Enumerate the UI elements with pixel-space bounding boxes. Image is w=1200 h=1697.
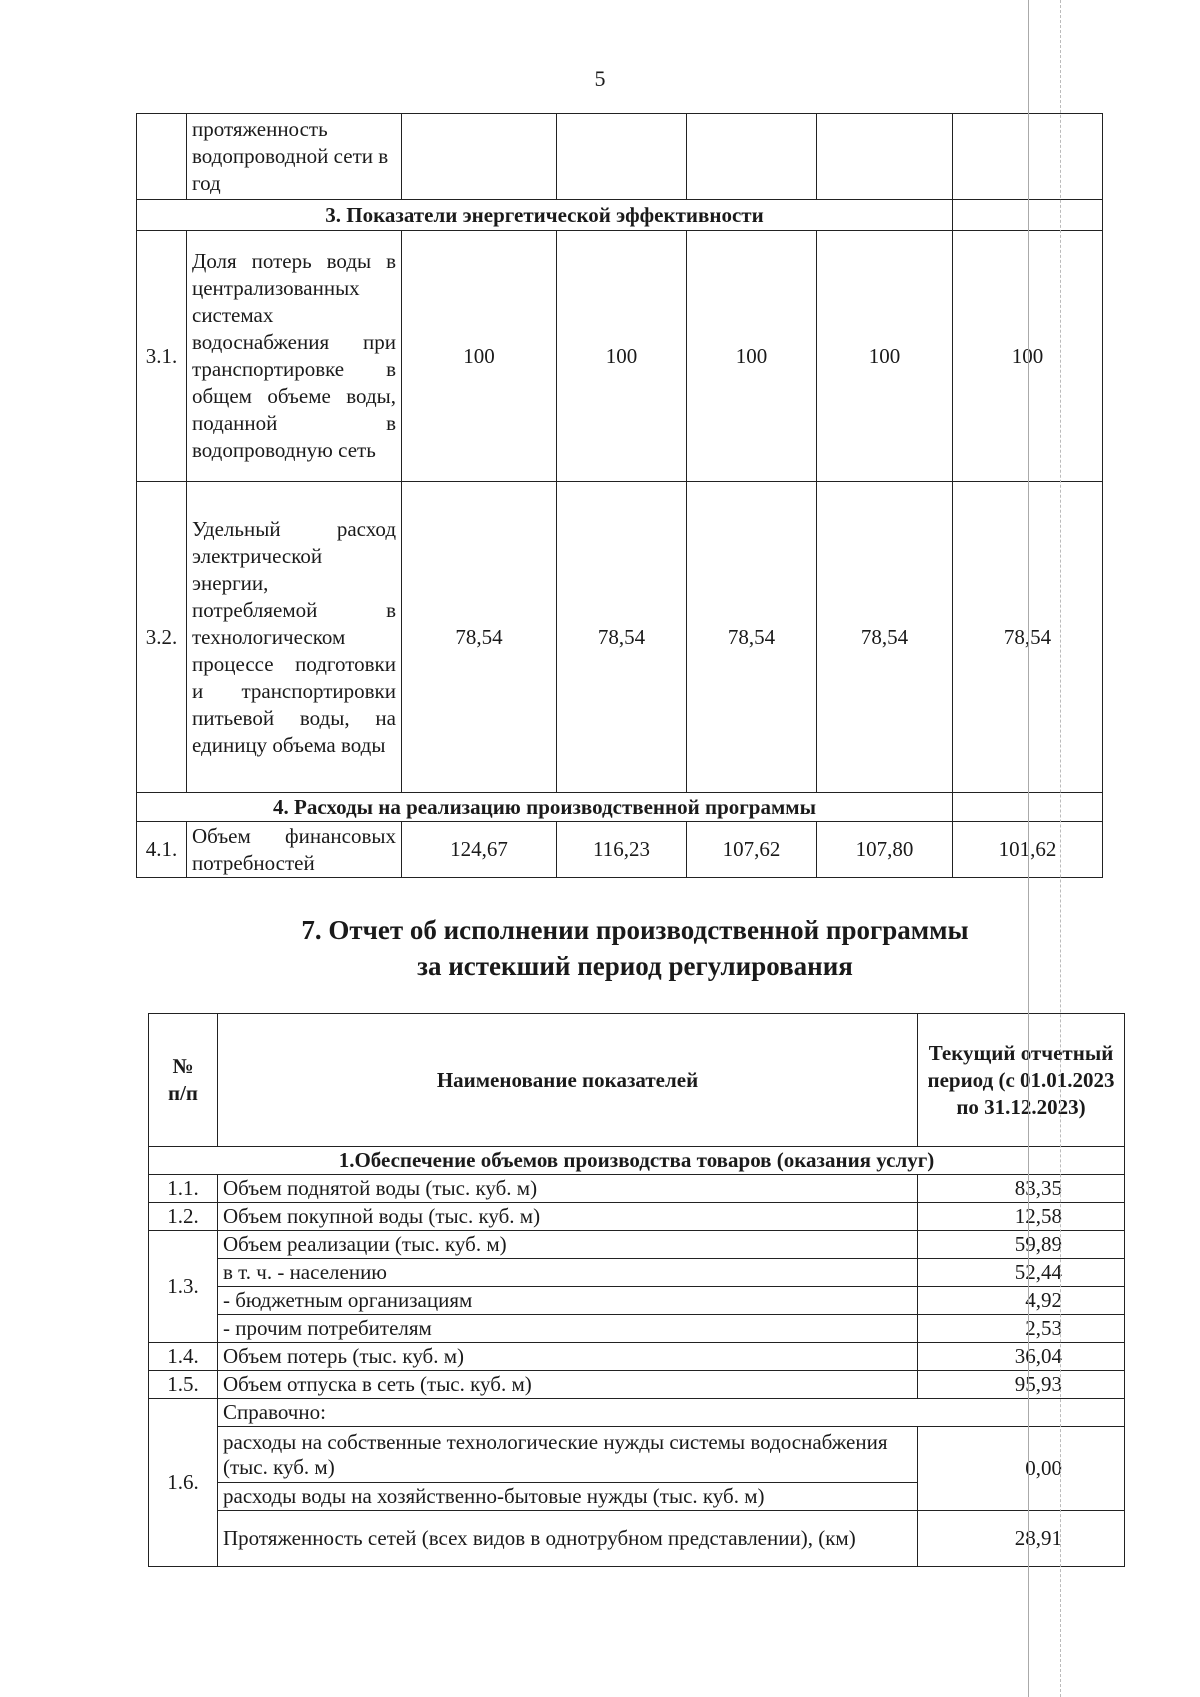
- report-title-line-2: за истекший период регулирования: [417, 951, 853, 981]
- row-name: Протяженность сетей (всех видов в однотрубном представлении), (км): [218, 1511, 918, 1567]
- page-number: 5: [594, 66, 606, 91]
- table-row: [149, 1259, 1125, 1287]
- row-name: расходы на собственные технологические нужды системы водоснабжения (тыс. куб. м): [218, 1427, 918, 1483]
- value-cell: [817, 114, 953, 200]
- table-row: [149, 1231, 1125, 1259]
- value-cell: [687, 114, 817, 200]
- value-cell: 78,54: [953, 482, 1103, 793]
- row-value: 2,53: [918, 1315, 1125, 1343]
- row-number: 1.6.: [149, 1399, 218, 1567]
- row-value: 83,35: [918, 1175, 1125, 1203]
- row-number: 1.3.: [149, 1231, 218, 1343]
- table-row: [137, 114, 1103, 200]
- table-row: [149, 1427, 1125, 1483]
- section-row: [137, 200, 1103, 231]
- row-name: - прочим потребителям: [218, 1315, 918, 1343]
- value-cell: 124,67: [402, 822, 557, 878]
- row-name: в т. ч. - населению: [218, 1259, 918, 1287]
- row-number: 1.4.: [149, 1343, 218, 1371]
- value-cell: 100: [402, 231, 557, 482]
- row-number: 3.1.: [137, 231, 187, 482]
- value-cell: 78,54: [557, 482, 687, 793]
- value-cell: 78,54: [687, 482, 817, 793]
- row-description: Удельный расход электрической энергии, потребляемой в технологическом процессе подготовки и транспортировки питьевой воды, на единицу объема воды: [187, 482, 402, 793]
- row-name: Справочно:: [218, 1399, 1125, 1427]
- value-cell: 107,62: [687, 822, 817, 878]
- section-row: [137, 793, 1103, 822]
- row-value: 36,04: [918, 1343, 1125, 1371]
- section-row: [149, 1147, 1125, 1175]
- row-value: 0,00: [918, 1427, 1125, 1511]
- report-heading: [0, 912, 1200, 984]
- value-cell: 107,80: [817, 822, 953, 878]
- table-row: [149, 1343, 1125, 1371]
- indicators-table: [136, 113, 1103, 878]
- section-title: 3. Показатели энергетической эффективности: [137, 200, 953, 231]
- table-row: [149, 1175, 1125, 1203]
- report-title-line-1: 7. Отчет об исполнении производственной программы: [301, 915, 969, 945]
- scan-artifact-line: [1028, 0, 1029, 1697]
- table-row: [149, 1315, 1125, 1343]
- value-cell: [402, 114, 557, 200]
- row-number: 1.5.: [149, 1371, 218, 1399]
- table-row: [137, 231, 1103, 482]
- row-value: 28,91: [918, 1511, 1125, 1567]
- value-cell: 101,62: [953, 822, 1103, 878]
- row-description: протяженность водопроводной сети в год: [187, 114, 402, 200]
- row-name: Объем покупной воды (тыс. куб. м): [218, 1203, 918, 1231]
- table-row: [149, 1399, 1125, 1427]
- row-value: 95,93: [918, 1371, 1125, 1399]
- section-title: 4. Расходы на реализацию производственной программы: [137, 793, 953, 822]
- header-row: [149, 1014, 1125, 1147]
- row-value: 52,44: [918, 1259, 1125, 1287]
- section-title: 1.Обеспечение объемов производства товаров (оказания услуг): [149, 1147, 1125, 1175]
- report-table: [148, 1013, 1125, 1567]
- scan-artifact-line: [1060, 0, 1061, 1697]
- row-value: 12,58: [918, 1203, 1125, 1231]
- row-description: Доля потерь воды в централизованных системах водоснабжения при транспортировке в общем объеме воды, поданной в водопроводную сеть: [187, 231, 402, 482]
- table-row: [149, 1371, 1125, 1399]
- table-row: [149, 1287, 1125, 1315]
- row-number: 3.2.: [137, 482, 187, 793]
- row-name: расходы воды на хозяйственно-бытовые нужды (тыс. куб. м): [218, 1483, 918, 1511]
- row-name: Объем отпуска в сеть (тыс. куб. м): [218, 1371, 918, 1399]
- value-cell: 100: [817, 231, 953, 482]
- value-cell: 100: [557, 231, 687, 482]
- value-cell: 78,54: [817, 482, 953, 793]
- value-cell: [557, 114, 687, 200]
- table-row: [137, 822, 1103, 878]
- row-name: Объем поднятой воды (тыс. куб. м): [218, 1175, 918, 1203]
- row-name: - бюджетным организациям: [218, 1287, 918, 1315]
- header-number: № п/п: [149, 1014, 218, 1147]
- value-cell: 78,54: [402, 482, 557, 793]
- row-description: Объем финансовых потребностей: [187, 822, 402, 878]
- row-name: Объем потерь (тыс. куб. м): [218, 1343, 918, 1371]
- table-row: [149, 1511, 1125, 1567]
- row-number-cell: [137, 114, 187, 200]
- header-period: Текущий отчетный период (с 01.01.2023 по 31.12.2023): [918, 1014, 1125, 1147]
- row-name: Объем реализации (тыс. куб. м): [218, 1231, 918, 1259]
- table-row: [137, 482, 1103, 793]
- row-value: 4,92: [918, 1287, 1125, 1315]
- row-number: 1.1.: [149, 1175, 218, 1203]
- value-cell: 100: [953, 231, 1103, 482]
- table-row: [149, 1203, 1125, 1231]
- value-cell: 100: [687, 231, 817, 482]
- header-name: Наименование показателей: [218, 1014, 918, 1147]
- row-number: 1.2.: [149, 1203, 218, 1231]
- row-value: 59,89: [918, 1231, 1125, 1259]
- value-cell: 116,23: [557, 822, 687, 878]
- row-number: 4.1.: [137, 822, 187, 878]
